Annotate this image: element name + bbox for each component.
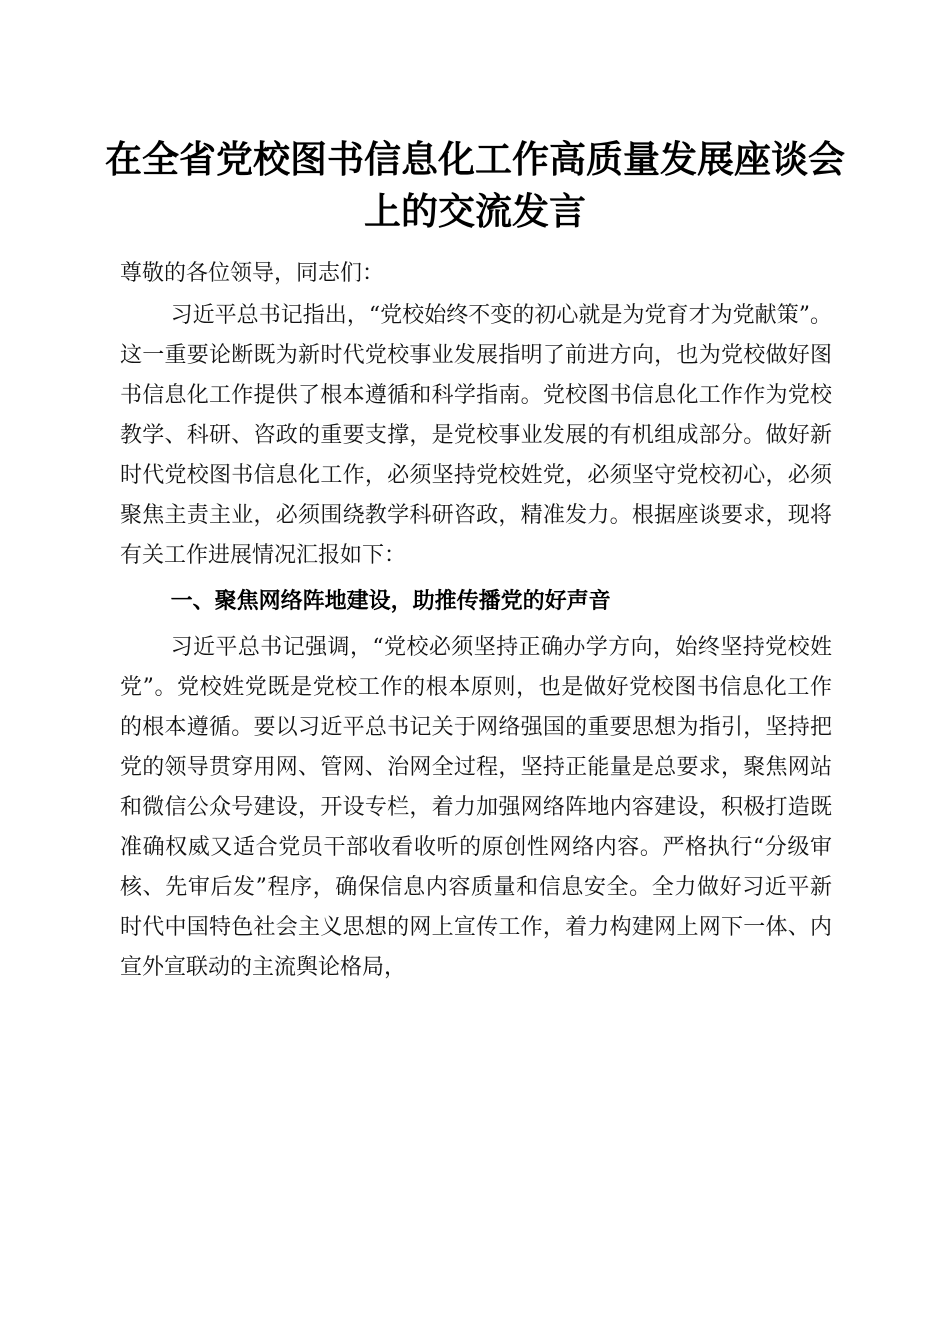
document-body bbox=[120, 254, 832, 988]
section-1-paragraph: 习近平总书记强调，“党校必须坚持正确办学方向，始终坚持党校姓党”。党校姓党既是党校工作的根本原则，也是做好党校图书信息化工作的根本遵循。要以习近平总书记关于网络强国的重要思想为指引，坚持把党的领导贯穿用网、管网、治网全过程，坚持正能量是总要求，聚焦网站和微信公众号建设，开设专栏，着力加强网络阵地内容建设，积极打造既准确权威又适合党员干部收看收听的原创性网络内容。严格执行“分级审核、先审后发”程序，确保信息内容质量和信息安全。全力做好习近平新时代中国特色社会主义思想的网上宣传工作，着力构建网上网下一体、内宣外宣联动的主流舆论格局， bbox=[120, 635, 832, 980]
document-title: 在全省党校图书信息化工作高质量发展座谈会上的交流发言 bbox=[105, 137, 845, 233]
salutation: 尊敬的各位领导，同志们： bbox=[120, 261, 385, 286]
section-heading-1: 一、聚焦网络阵地建设，助推传播党的好声音 bbox=[170, 589, 611, 614]
intro-paragraph: 习近平总书记指出，“党校始终不变的初心就是为党育才为党献策”。这一重要论断既为新时代党校事业发展指明了前进方向，也为党校做好图书信息化工作提供了根本遵循和科学指南。党校图书信息化工作作为党校教学、科研、咨政的重要支撑，是党校事业发展的有机组成部分。做好新时代党校图书信息化工作，必须坚持党校姓党，必须坚守党校初心，必须聚焦主责主业，必须围绕教学科研咨政，精准发力。根据座谈要求，现将有关工作进展情况汇报如下： bbox=[120, 303, 832, 568]
